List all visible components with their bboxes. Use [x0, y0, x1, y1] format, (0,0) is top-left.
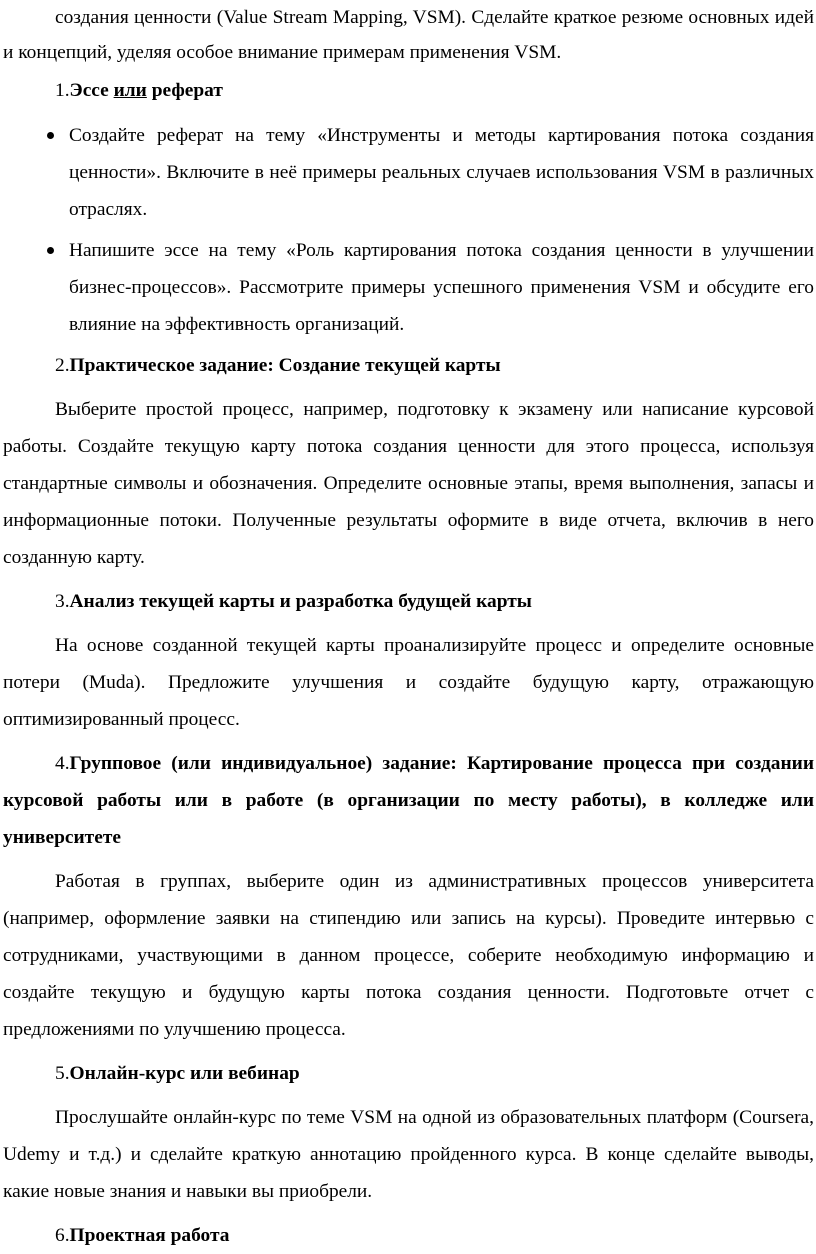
- section-1-heading: [3, 72, 814, 109]
- bullet-icon: [47, 132, 54, 139]
- section-2-heading: [3, 347, 814, 384]
- section-4-body: Работая в группах, выберите один из административных процессов университета (например, оформление заявки на стипендию или запись на курсы). Проведите интервью с сотрудниками, участвующими в данном процессе, соберите необходимую информацию и создайте текущую и будущую карты потока создания ценности. Подготовьте отчет с предложениями по улучшению процесса.: [3, 871, 814, 1040]
- section-3-body: На основе созданной текущей карты проанализируйте процесс и определите основные потери (Muda). Предложите улучшения и создайте будущую карту, отражающую оптимизированный процесс.: [3, 635, 814, 730]
- bullet-icon: [47, 247, 54, 254]
- section-4-heading: [3, 745, 814, 856]
- section-5-body: Прослушайте онлайн-курс по теме VSM на одной из образовательных платформ (Coursera, Udemy и т.д.) и сделайте краткую аннотацию пройденного курса. В конце сделайте выводы, какие новые знания и навыки вы приобрели.: [3, 1107, 814, 1202]
- section-1-title-underlined: или: [113, 80, 147, 101]
- section-5-title: Онлайн-курс или вебинар: [69, 1063, 300, 1084]
- intro-paragraph: создания ценности (Value Stream Mapping, VSM). Сделайте краткое резюме основных идей и концепций, уделяя особое внимание примерам применения VSM.: [3, 7, 814, 63]
- section-2-body: Выберите простой процесс, например, подготовку к экзамену или написание курсовой работы. Создайте текущую карту потока создания ценности для этого процесса, используя стандартные символы и обозначения. Определите основные этапы, время выполнения, запасы и информационные потоки. Полученные результаты оформите в виде отчета, включив в него созданную карту.: [3, 399, 814, 568]
- section-5-number: 5.: [55, 1063, 70, 1084]
- section-1-title-part2: реферат: [146, 80, 223, 101]
- section-6-number: 6.: [55, 1225, 70, 1246]
- section-5-heading: [3, 1055, 814, 1092]
- section-1-number: 1.: [55, 80, 70, 101]
- list-item: [3, 232, 814, 343]
- section-6-heading: [3, 1217, 814, 1254]
- section-2-title: Практическое задание: Создание текущей карты: [69, 355, 501, 376]
- section-1-bullet-list: [3, 117, 814, 343]
- section-3-title: Анализ текущей карты и разработка будущей карты: [69, 591, 532, 612]
- section-1-title-part1: Эссе: [69, 80, 114, 101]
- section-6-title: Проектная работа: [69, 1225, 230, 1246]
- section-3-number: 3.: [55, 591, 70, 612]
- bullet-text: Создайте реферат на тему «Инструменты и методы картирования потока создания ценности». Включите в неё примеры реальных случаев использования VSM в различных отраслях.: [69, 125, 814, 220]
- bullet-text: Напишите эссе на тему «Роль картирования потока создания ценности в улучшении бизнес-процессов». Рассмотрите примеры успешного применения VSM и обсудите его влияние на эффективность организаций.: [69, 240, 814, 335]
- list-item: [3, 117, 814, 228]
- section-2-number: 2.: [55, 355, 70, 376]
- section-4-title: Групповое (или индивидуальное) задание: Картирование процесса при создании курсовой работы или в работе (в организации по месту работы), в колледже или университете: [3, 753, 814, 848]
- section-4-number: 4.: [55, 753, 70, 774]
- section-3-heading: [3, 583, 814, 620]
